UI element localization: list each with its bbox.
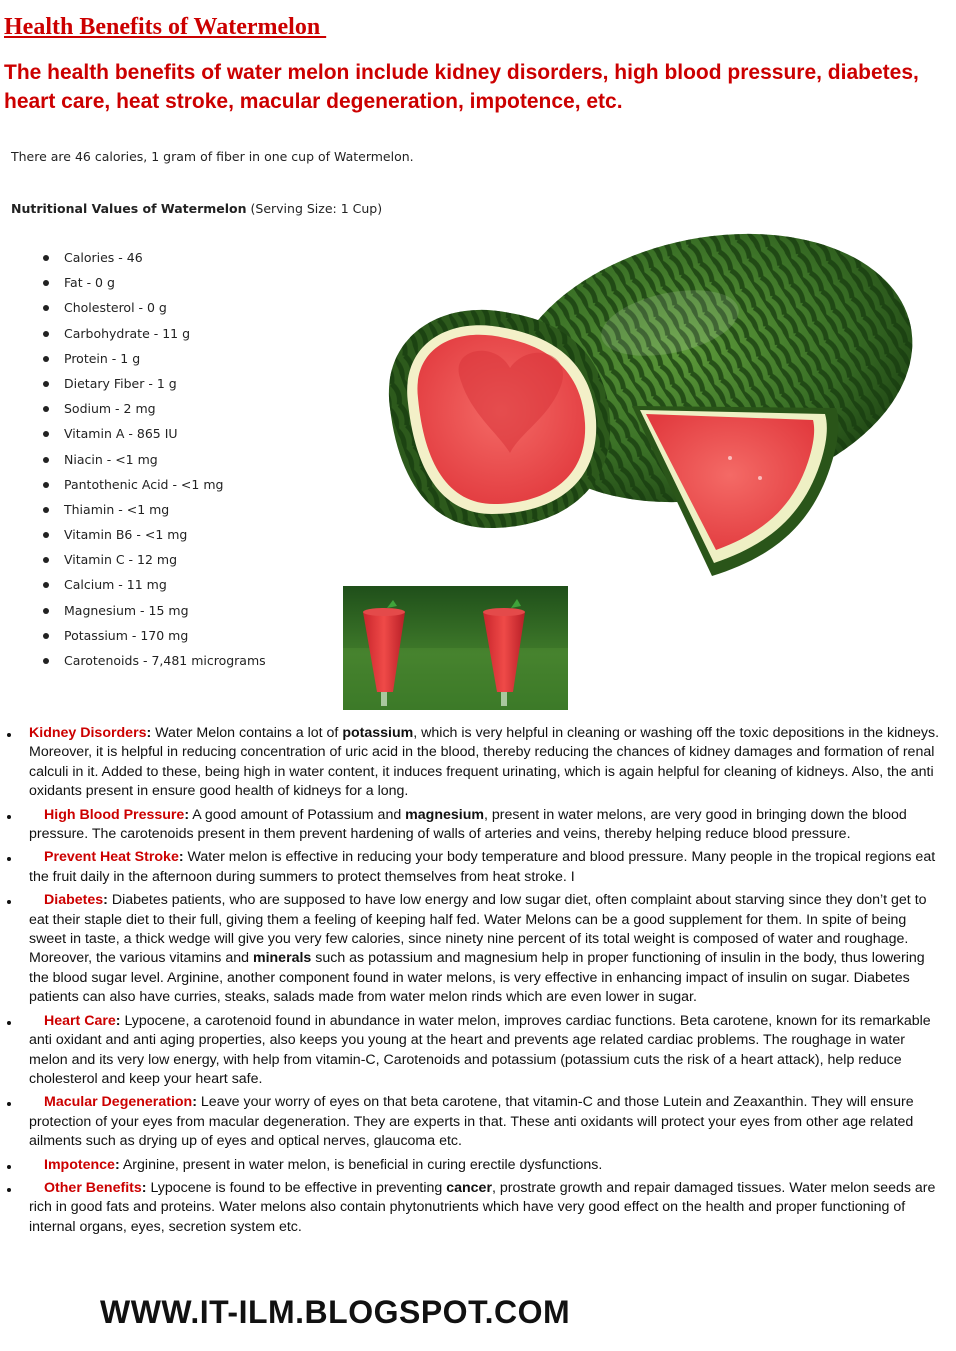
nutrient-list <box>40 247 266 675</box>
benefit-title: Macular Degeneration <box>44 1094 193 1111</box>
benefit-text: Leave your worry of eyes on that beta carotene, that vitamin-C and those Lutein and Zeaxanthin. They will ensure protection of your eyes from macular degeneration. They are experts in that. These anti oxidants will protect your eyes from other age related ailments such as drying up of eyes and optical nerves, glaucoma etc. <box>29 1094 914 1150</box>
benefit-title: High Blood Pressure <box>44 806 185 823</box>
benefit-text: Arginine, present in water melon, is beneficial in curing erectile dysfunctions. <box>119 1156 603 1173</box>
blog-url-footer: WWW.IT-ILM.BLOGSPOT.COM <box>100 1294 571 1330</box>
nutrition-heading-bold: Nutritional Values of Watermelon <box>11 201 247 216</box>
nutrient-item: Vitamin C - 12 mg <box>40 549 266 574</box>
benefit-text: , prostrate growth and repair damaged tissues. Water melon seeds are rich in good fats and proteins. Water melons also contain phytonutrients which have very good effect on the health and proper functioning of internal organs, eyes, secretion system etc. <box>29 1179 936 1235</box>
nutrient-item: Thiamin - <1 mg <box>40 499 266 524</box>
benefit-keyword: minerals <box>252 950 312 967</box>
benefit-text: Water Melon contains a lot of <box>151 725 343 741</box>
benefit-title: Impotence <box>44 1156 115 1173</box>
nutrient-item: Cholesterol - 0 g <box>40 297 266 322</box>
benefit-colon: : <box>103 892 108 909</box>
nutrient-item: Vitamin B6 - <1 mg <box>40 524 266 549</box>
benefit-impotence <box>4 1156 942 1175</box>
benefit-colon: : <box>178 849 184 866</box>
benefit-text: , present in water melons, are very good in bringing down the blood pressure. The carotenoids present in them prevent hardening of walls of arteries and veins, thereby helping reduce blood pressure. <box>29 806 907 843</box>
benefit-text: such as potassium and magnesium help in proper functioning of insulin in the body, thus lowering the blood sugar level. Arginine, another component found in water melons, is very effective in enhancing impact of insulin on sugar. Diabetes patients can also have curries, steaks, salads made from water melon rinds which are even lower in sugar. <box>29 950 925 1006</box>
benefit-title: Other Benefits <box>44 1179 142 1196</box>
nutrient-item: Niacin - <1 mg <box>40 449 266 474</box>
benefit-text: Water melon is effective in reducing your body temperature and blood pressure. Many people in the tropical regions eat the fruit daily in the afternoon during summers to protect themselves from heat stroke. I <box>29 849 936 885</box>
nutrient-item: Calcium - 11 mg <box>40 574 266 599</box>
benefit-text: Lypocene is found to be effective in preventing <box>146 1179 447 1196</box>
nutrient-item: Sodium - 2 mg <box>40 398 266 423</box>
benefit-colon: : <box>184 806 190 823</box>
calories-summary: There are 46 calories, 1 gram of fiber in one cup of Watermelon. <box>11 149 414 164</box>
benefit-kidney-disorders <box>4 724 942 802</box>
page-subtitle: The health benefits of water melon include kidney disorders, high blood pressure, diabetes, heart care, heat stroke, macular degeneration, impotence, etc. <box>4 61 919 113</box>
nutrient-item: Fat - 0 g <box>40 272 266 297</box>
benefit-colon: : <box>115 1012 121 1029</box>
page-title: Health Benefits of Watermelon <box>4 14 327 40</box>
nutrient-item: Protein - 1 g <box>40 348 266 373</box>
benefit-high-blood-pressure <box>4 806 942 845</box>
benefit-colon: : <box>141 1179 147 1196</box>
nutrient-item: Carotenoids - 7,481 micrograms <box>40 650 266 675</box>
watermelon-image <box>370 228 930 588</box>
benefit-keyword: cancer <box>446 1179 492 1196</box>
nutrient-item: Pantothenic Acid - <1 mg <box>40 474 266 499</box>
nutrition-heading <box>11 201 382 216</box>
nutrient-item: Carbohydrate - 11 g <box>40 323 266 348</box>
benefit-title: Kidney Disorders <box>29 725 147 741</box>
watermelon-juice-image <box>343 586 568 710</box>
nutrient-item: Dietary Fiber - 1 g <box>40 373 266 398</box>
nutrition-heading-serving: (Serving Size: 1 Cup) <box>246 201 383 216</box>
nutrient-item: Magnesium - 15 mg <box>40 600 266 625</box>
benefit-colon: : <box>192 1094 197 1111</box>
benefit-keyword: magnesium <box>405 806 485 823</box>
benefit-heart-care <box>4 1012 942 1090</box>
benefit-colon: : <box>114 1156 120 1173</box>
benefit-diabetes <box>4 891 942 1007</box>
nutrient-item: Potassium - 170 mg <box>40 625 266 650</box>
benefits-list <box>4 724 942 1241</box>
benefit-other-benefits <box>4 1179 942 1237</box>
benefit-title: Diabetes <box>44 892 104 909</box>
nutrient-item: Calories - 46 <box>40 247 266 272</box>
benefit-text: , which is very helpful in cleaning or washing off the toxic depositions in the kidneys. Moreover, it is helpful in reducing concentration of uric acid in the blood, thereby reducing the chances of kidney damages and formation of renal calculi in it. Added to these, being high in water content, it induces frequent urinating, which is again helpful for cleaning of kidneys. Also, the anti oxidants present in ensure good health of kidneys for a long. <box>29 725 940 800</box>
benefit-text: Diabetes patients, who are supposed to have low energy and low sugar diet, often complaint about starving since they don’t get to eat their staple diet to their full, giving them a feeling of keeping half fed. Water Melons can be a good supplement for them. In spite of being sweet in taste, a thick wedge will give you very few calories, since ninety nine percent of its total weight is composed of water and roughage. Moreover, the various vitamins and <box>29 892 927 967</box>
benefit-keyword: potassium <box>342 725 414 741</box>
benefit-colon: : <box>146 725 152 741</box>
benefit-prevent-heat-stroke <box>4 848 942 887</box>
benefit-title: Prevent Heat Stroke <box>44 849 179 866</box>
benefit-text: Lypocene, a carotenoid found in abundance in water melon, improves cardiac functions. Beta carotene, known for its remarkable anti oxidant and anti aging properties, also keeps you young at the heart and prevents age related cardiac problems. The roughage in water melon and its very low energy, with help from vitamin-C, Carotenoids and potassium (potassium cuts the risk of a heart attack), help reduce cholesterol and keep your heart safe. <box>29 1012 931 1087</box>
nutrient-item: Vitamin A - 865 IU <box>40 423 266 448</box>
benefit-macular-degeneration <box>4 1093 942 1151</box>
benefit-title: Heart Care <box>44 1012 116 1029</box>
benefit-text: A good amount of Potassium and <box>189 806 406 823</box>
